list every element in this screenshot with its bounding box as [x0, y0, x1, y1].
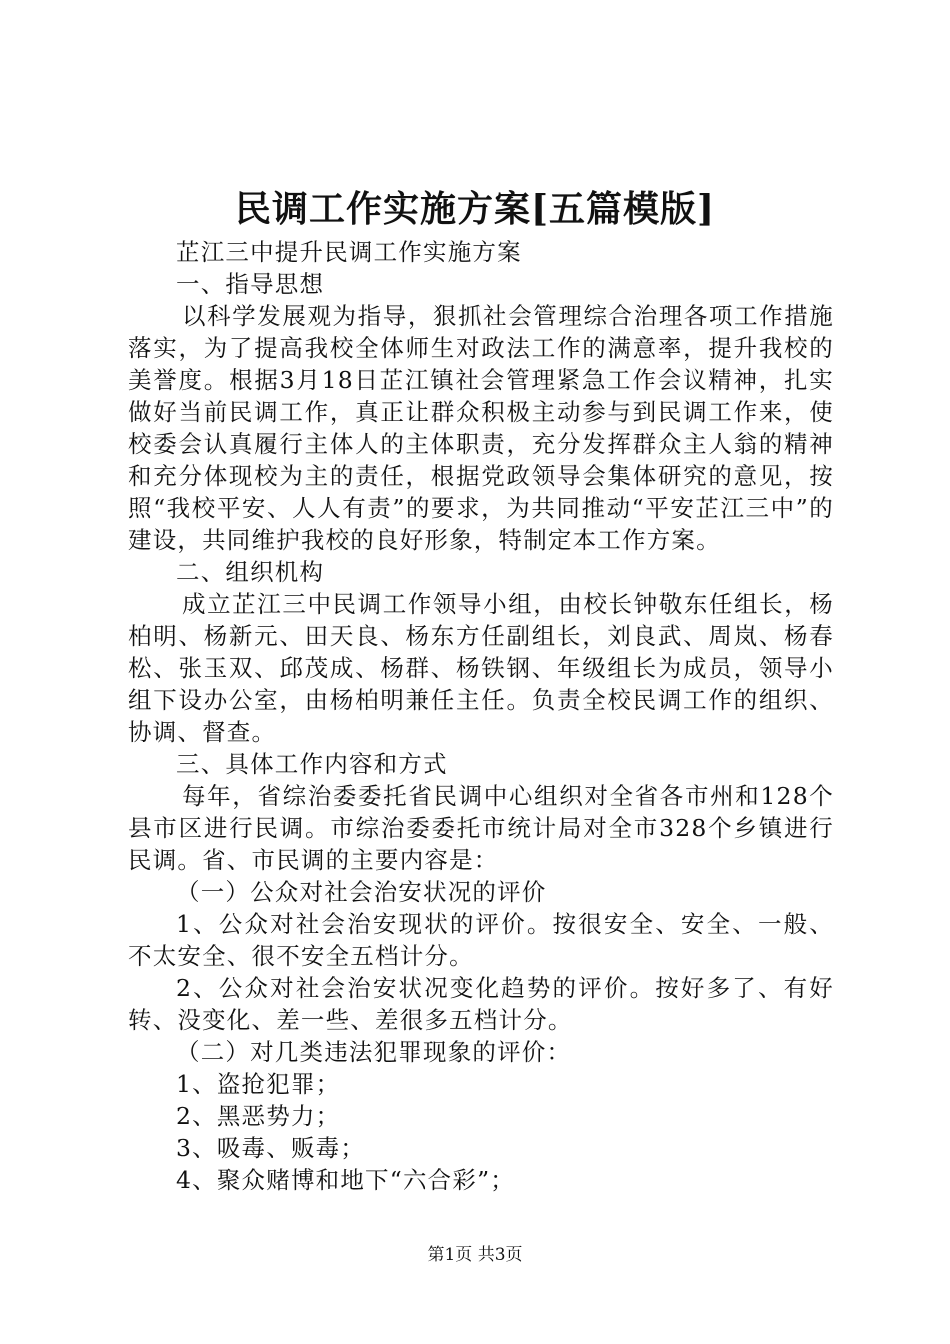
list-item: 2、黑恶势力； — [176, 1102, 341, 1130]
document-body — [128, 236, 834, 1196]
subsection-heading-crime-evaluation: （二）对几类违法犯罪现象的评价： — [176, 1038, 572, 1066]
section-heading-work-content: 三、具体工作内容和方式 — [176, 750, 448, 778]
list-item: 3、吸毒、贩毒； — [176, 1134, 366, 1162]
section-heading-organization: 二、组织机构 — [176, 558, 325, 586]
doc-subtitle: 芷江三中提升民调工作实施方案 — [176, 238, 522, 266]
list-item: 1、盗抢犯罪； — [176, 1070, 341, 1098]
paragraph-organization: 成立芷江三中民调工作领导小组，由校长钟敬东任组长，杨柏明、杨新元、田天良、杨东方任副组长，刘良武、周岚、杨春松、张玉双、邱茂成、杨群、杨铁钢、年级组长为成员，领导小组下设办公室，由杨柏明兼任主任。负责全校民调工作的组织、协调、督查。 — [128, 590, 834, 746]
paragraph-guiding-thought: 以科学发展观为指导，狠抓社会管理综合治理各项工作措施落实，为了提高我校全体师生对政法工作的满意率，提升我校的美誉度。根据3月18日芷江镇社会管理紧急工作会议精神，扎实做好当前民调工作，真正让群众积极主动参与到民调工作来，使校委会认真履行主体人的主体职责，充分发挥群众主人翁的精神和充分体现校为主的责任，根据党政领导会集体研究的意见，按照“我校平安、人人有责”的要求，为共同推动“平安芷江三中”的建设，共同维护我校的良好形象，特制定本工作方案。 — [128, 302, 834, 554]
list-item: 2、公众对社会治安状况变化趋势的评价。按好多了、有好转、没变化、差一些、差很多五档计分。 — [128, 974, 834, 1034]
subsection-heading-public-security: （一）公众对社会治安状况的评价 — [176, 878, 547, 906]
paragraph-work-content: 每年，省综治委委托省民调中心组织对全省各市州和128个县市区进行民调。市综治委委托市统计局对全市328个乡镇进行民调。省、市民调的主要内容是： — [128, 782, 834, 874]
document-title: 民调工作实施方案[五篇模版] — [234, 188, 716, 230]
list-item: 1、公众对社会治安现状的评价。按很安全、安全、一般、不太安全、很不安全五档计分。 — [128, 910, 834, 970]
section-heading-guiding-thought: 一、指导思想 — [176, 270, 325, 298]
list-item: 4、聚众赌博和地下“六合彩”； — [176, 1166, 515, 1194]
page-footer: 第1页 共3页 — [427, 1245, 523, 1265]
